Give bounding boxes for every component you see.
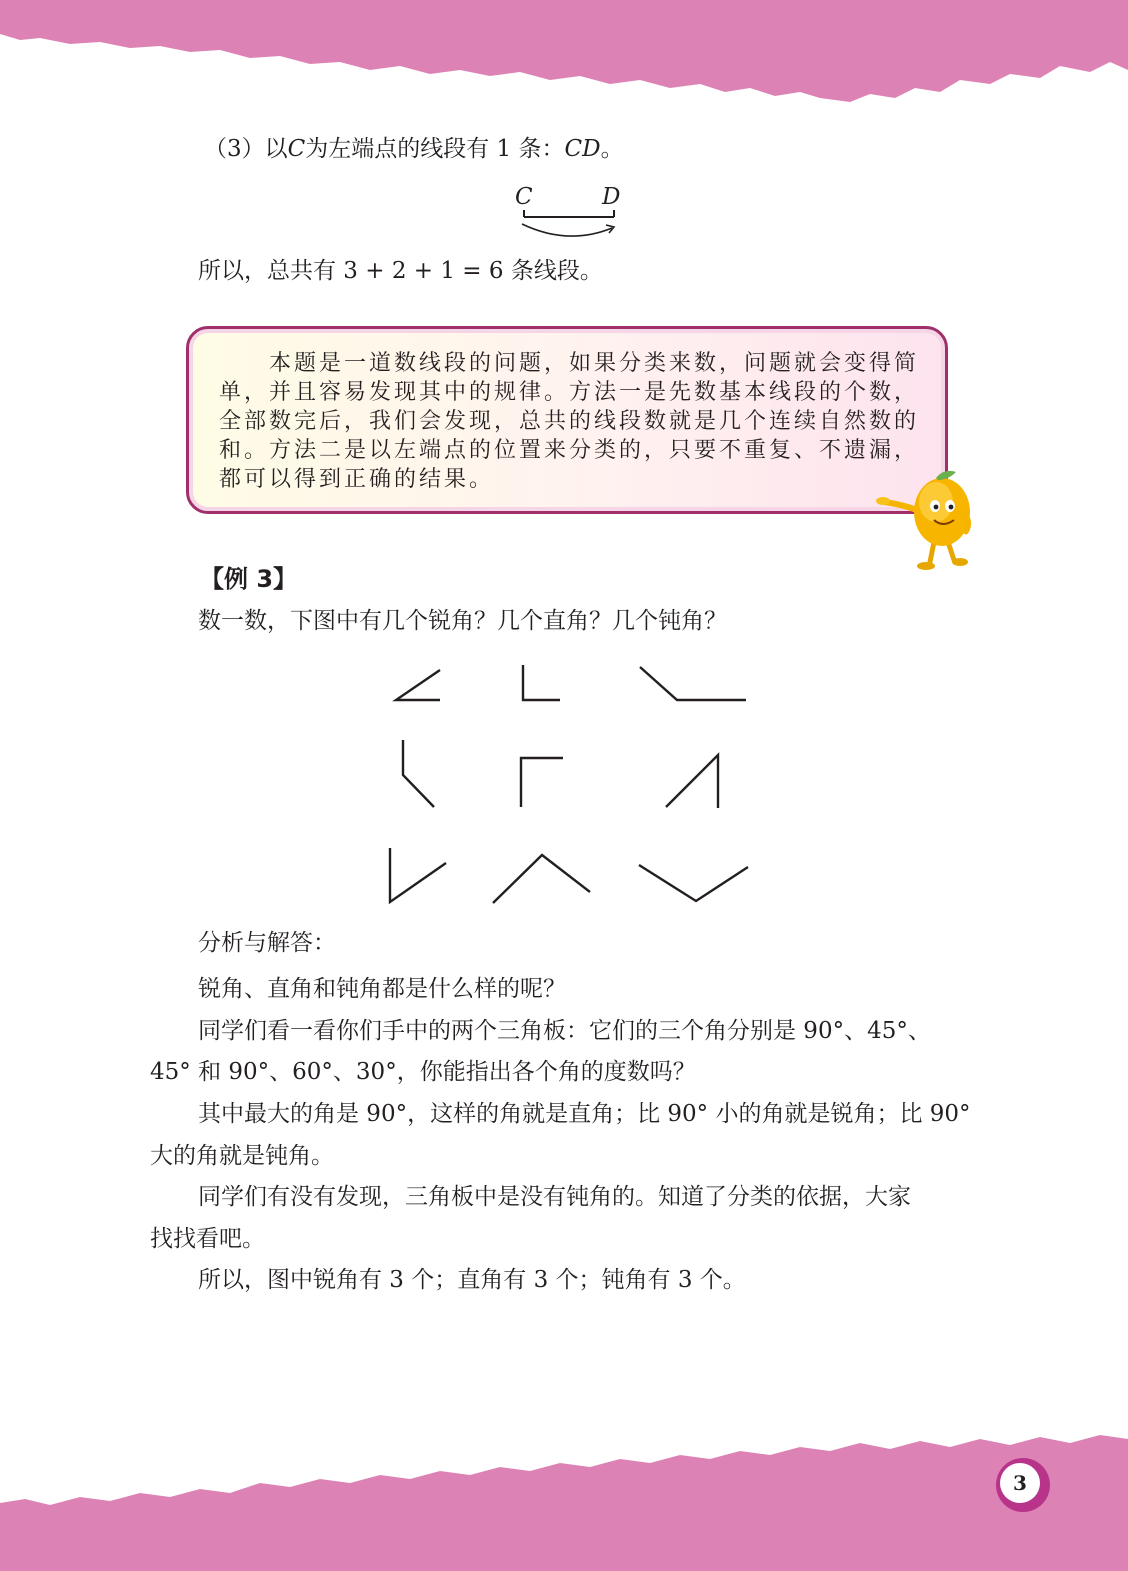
orange-mascot-icon — [872, 462, 982, 574]
tip-line: 全部数完后，我们会发现，总共的线段数就是几个连续自然数的 — [219, 409, 920, 434]
obtuse-angle-3 — [639, 865, 748, 901]
tip-line: 和。方法二是以左端点的位置来分类的，只要不重复、不遗漏， — [219, 438, 920, 463]
step-3-line — [204, 134, 624, 164]
step-3-end: 。 — [600, 136, 624, 162]
bottom-decorative-band — [0, 1421, 1128, 1571]
step-3-prefix: （3）以 — [204, 136, 288, 162]
example-title: 【例 3】 — [200, 565, 298, 593]
right-angle-3 — [493, 855, 590, 903]
analysis-title: 分析与解答： — [198, 930, 336, 956]
point-d-label: D — [602, 184, 621, 210]
tip-line: 单，并且容易发现其中的规律。方法一是先数基本线段的个数， — [219, 380, 920, 405]
segment-cd: CD — [564, 136, 601, 162]
summary-line: 所以，总共有 3 + 2 + 1 = 6 条线段。 — [198, 258, 603, 284]
angles-figure — [380, 655, 760, 910]
tip-line: 本题是一道数线段的问题，如果分类来数，问题就会变得简 — [219, 351, 920, 376]
example-question: 数一数，下图中有几个锐角？几个直角？几个钝角？ — [198, 608, 727, 634]
obtuse-angle-2 — [403, 740, 434, 807]
right-angle-2 — [521, 758, 563, 807]
right-angle-1 — [523, 665, 560, 700]
analysis-line: 45° 和 90°、60°、30°，你能指出各个角的度数吗？ — [150, 1059, 696, 1085]
analysis-line: 锐角、直角和钝角都是什么样的呢？ — [198, 976, 566, 1002]
tip-box — [186, 326, 948, 514]
step-3-middle: 为左端点的线段有 1 条： — [305, 136, 565, 162]
page-number: 3 — [1000, 1463, 1040, 1503]
analysis-line: 大的角就是钝角。 — [150, 1143, 334, 1169]
acute-angle-1 — [396, 670, 440, 700]
acute-angle-3 — [390, 848, 446, 902]
obtuse-angle-1 — [640, 667, 746, 700]
var-c: C — [287, 136, 306, 162]
acute-angle-2 — [666, 755, 718, 808]
analysis-line: 所以，图中锐角有 3 个；直角有 3 个；钝角有 3 个。 — [198, 1267, 746, 1293]
arc-arrow — [522, 224, 612, 236]
point-c-label: C — [515, 184, 533, 210]
analysis-line: 找找看吧。 — [150, 1226, 265, 1252]
analysis-line: 其中最大的角是 90°，这样的角就是直角；比 90° 小的角就是锐角；比 90° — [198, 1101, 971, 1127]
segment-cd-diagram — [506, 180, 626, 244]
analysis-line: 同学们看一看你们手中的两个三角板：它们的三个角分别是 90°、45°、 — [198, 1018, 931, 1044]
tip-line: 都可以得到正确的结果。 — [219, 467, 495, 492]
top-decorative-band — [0, 0, 1128, 110]
analysis-line: 同学们有没有发现，三角板中是没有钝角的。知道了分类的依据，大家 — [198, 1184, 911, 1210]
page-number-badge — [996, 1458, 1050, 1512]
